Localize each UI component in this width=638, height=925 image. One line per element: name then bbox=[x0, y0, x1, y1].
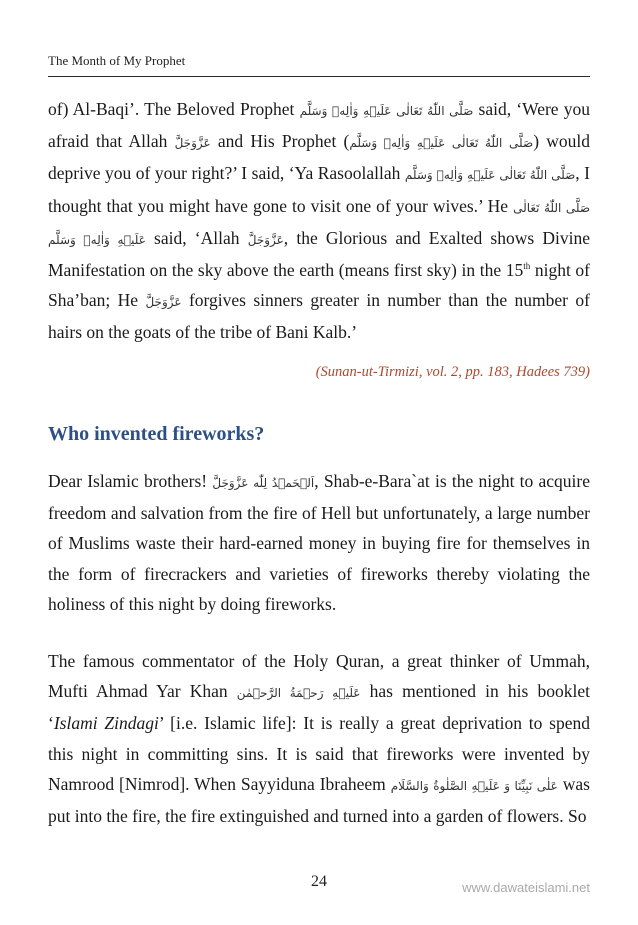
body-paragraph bbox=[48, 466, 590, 619]
text-run: ) would deprive you of your right?’ I said, ‘Ya Rasoolallah bbox=[48, 131, 590, 184]
citation: (Sunan-ut-Tirmizi, vol. 2, pp. 183, Hadees 739) bbox=[315, 364, 590, 380]
peace-arabic: عَلٰى نَبِيِّنَا وَ عَلَيۡهِ الصَّلٰوةُ وَالسَّلَام bbox=[390, 778, 558, 793]
body-paragraph bbox=[48, 646, 590, 831]
text-run: , Shab-e-Bara`at is the night to acquire freedom and salvation from the fire of Hell but unfortunately, a large number of Muslims waste their hard-earned money in buying fire for themselves in the form of firecrackers and varieties of fireworks thereby violating the holiness of this night by doing fireworks. bbox=[48, 471, 590, 614]
booklet-title: Islami Zindagi bbox=[53, 713, 159, 734]
salutation-arabic: صَلَّى اللّٰهُ تَعَالٰى عَلَيۡهِ وَاٰلِهٖ وَسَلَّم bbox=[404, 168, 576, 183]
salutation-arabic: صَلَّى اللّٰهُ تَعَالٰى عَلَيۡهِ وَاٰلِهٖ وَسَلَّم bbox=[48, 200, 591, 247]
salutation-arabic: صَلَّى اللّٰهُ تَعَالٰى عَلَيۡهِ وَاٰلِهٖ وَسَلَّم bbox=[299, 104, 474, 118]
header-divider bbox=[48, 76, 590, 77]
text-run: said, ‘Allah bbox=[145, 227, 248, 248]
ordinal-suffix: th bbox=[523, 261, 531, 272]
text-run: Dear Islamic brothers! bbox=[48, 471, 213, 491]
text-run: , the Glorious and Exalted shows Divine Manifestation on the sky above the earth (means first sky) in the 15 bbox=[48, 227, 591, 281]
praise-arabic: اَلۡحَمۡدُ لِلّٰه عَزَّوَجَلَّ bbox=[212, 476, 315, 490]
salutation-arabic: صَلَّى اللّٰهُ تَعَالٰى عَلَيۡهِ وَاٰلِهٖ وَسَلَّم bbox=[349, 136, 534, 151]
glorification-arabic: عَزَّوَجَلَّ bbox=[174, 136, 211, 151]
text-run: and His Prophet ( bbox=[210, 131, 350, 152]
text-run: , I thought that you might have gone to visit one of your wives.’ He bbox=[48, 163, 590, 216]
text-run: of) Al-Baqi’. The Beloved Prophet bbox=[48, 99, 300, 119]
section-heading: Who invented fireworks? bbox=[48, 423, 265, 445]
mercy-arabic: عَلَيۡهِ رَحۡمَةُ الرَّحۡمٰن bbox=[236, 686, 361, 701]
hadith-paragraph bbox=[48, 94, 590, 348]
text-run: has mentioned in his booklet ‘ bbox=[48, 681, 591, 734]
text-run: forgives sinners greater in number than the number of hairs on the goats of the tribe of Bani Kalb.’ bbox=[48, 290, 590, 343]
glorification-arabic: عَزَّوَجَلَّ bbox=[145, 295, 182, 310]
text-run: was put into the fire, the fire extinguished and turned into a garden of flowers. So bbox=[48, 773, 590, 827]
text-run: ’ [i.e. Islamic life]: It is really a great deprivation to spend this night in committing sins. It is said that fireworks were invented by Namrood [Nimrod]. When Sayyiduna Ibraheem bbox=[48, 713, 590, 794]
website-url[interactable]: www.dawateislami.net bbox=[462, 880, 590, 895]
running-header: The Month of My Prophet bbox=[48, 53, 186, 68]
glorification-arabic: عَزَّوَجَلَّ bbox=[247, 232, 284, 247]
page-number: 24 bbox=[311, 873, 327, 890]
text-run: The famous commentator of the Holy Quran, a great thinker of Ummah, Mufti Ahmad Yar Khan bbox=[48, 651, 590, 702]
text-run: said, ‘Were you afraid that Allah bbox=[48, 99, 590, 152]
text-run: night of Sha’ban; He bbox=[48, 260, 590, 311]
